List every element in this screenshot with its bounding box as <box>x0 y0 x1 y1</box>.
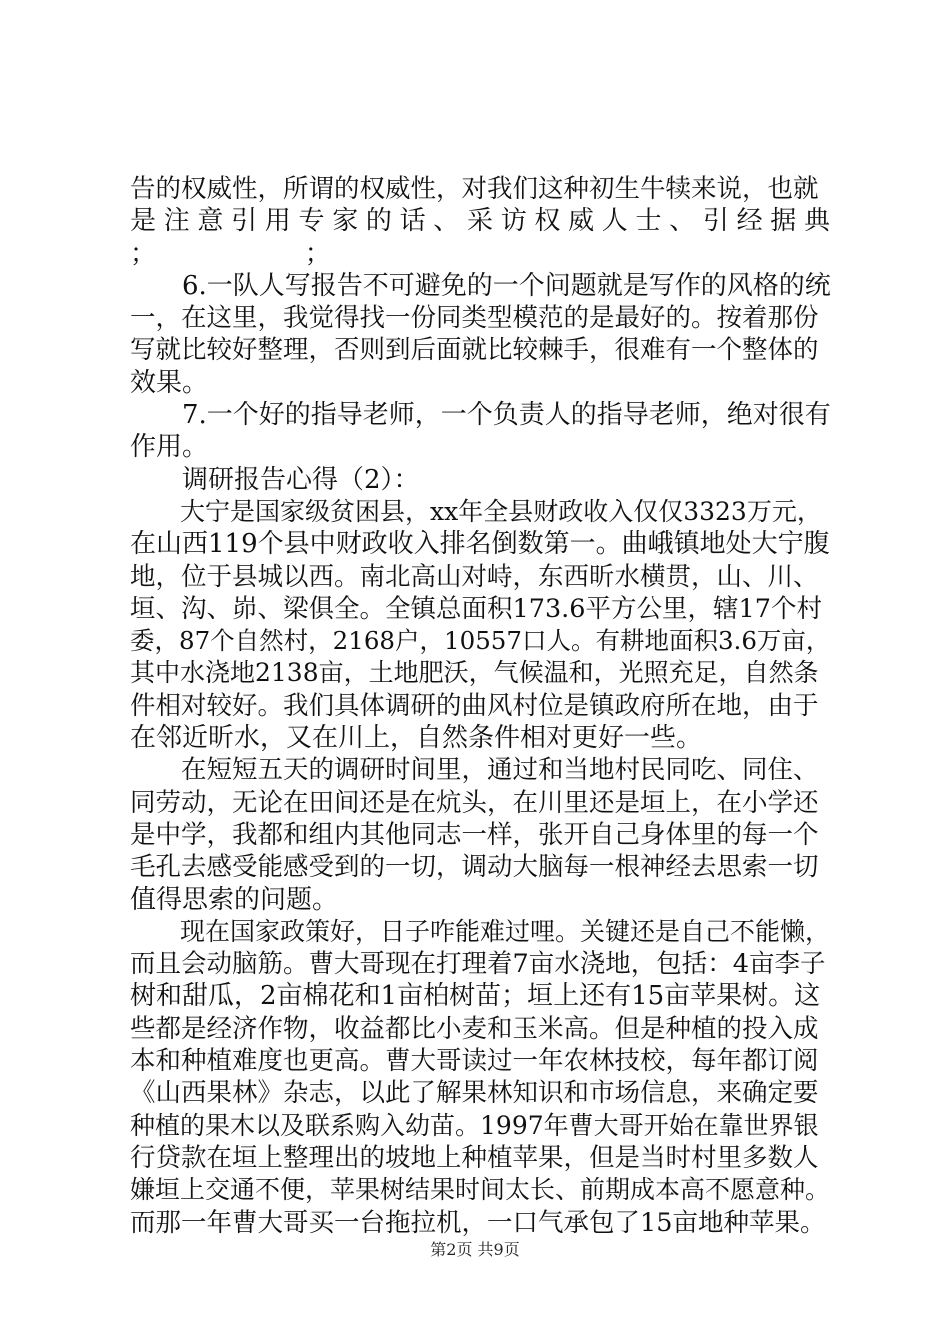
text-line: 毛孔去感受能感受到的一切，调动大脑每一根神经去思索一切 <box>130 852 819 883</box>
text-line: 而且会动脑筋。曹大哥现在打理着7亩水浇地，包括：4亩李子 <box>130 949 826 980</box>
text-line: 地，位于县城以西。南北高山对峙，东西昕水横贯，山、川、 <box>130 561 819 592</box>
text-line: 树和甜瓜，2亩棉花和1亩柏树苗；垣上还有15亩苹果树。这 <box>130 981 821 1012</box>
text-line: 而那一年曹大哥买一台拖拉机，一口气承包了15亩地种苹果。 <box>130 1207 826 1238</box>
text-line: 在山西119个县中财政收入排名倒数第一。曲峨镇地处大宁腹 <box>130 529 830 560</box>
text-line: ； ； <box>130 238 331 269</box>
text-line: 些都是经济作物，收益都比小麦和玉米高。但是种植的投入成 <box>130 1013 819 1044</box>
text-line: 本和种植难度也更高。曹大哥读过一年农林技校，每年都订阅 <box>130 1046 819 1077</box>
text-line: 效果。 <box>130 367 209 398</box>
text-line: 一，在这里，我觉得找一份同类型模范的是最好的。按着那份 <box>130 303 819 334</box>
section-heading: 调研报告心得（2）： <box>130 464 420 495</box>
text-line: 现在国家政策好，日子咋能难过哩。关键还是自己不能懒， <box>130 916 831 946</box>
text-line: 是注意引用专家的话、采访权威人士、引经据典 <box>130 206 830 237</box>
text-line: 垣、沟、峁、梁俱全。全镇总面积173.6平方公里，辖17个村 <box>130 593 822 624</box>
text-line: 在邻近昕水，又在川上，自然条件相对更好一些。 <box>130 723 703 754</box>
text-line: 件相对较好。我们具体调研的曲风村位是镇政府所在地，由于 <box>130 690 819 721</box>
text-line: 写就比较好整理，否则到后面就比较棘手，很难有一个整体的 <box>130 335 819 366</box>
text-line: 大宁是国家级贫困县，xx年全县财政收入仅仅3323万元， <box>130 496 822 526</box>
page-number-footer: 第2页 共9页 <box>430 1240 520 1259</box>
text-line: 《山西果林》杂志，以此了解果林知识和市场信息，来确定要 <box>130 1078 819 1109</box>
text-line: 7.一个好的指导老师，一个负责人的指导老师，绝对很有 <box>130 400 831 431</box>
document-body <box>130 173 830 1239</box>
text-line: 作用。 <box>130 432 209 463</box>
text-line: 同劳动，无论在田间还是在炕头，在川里还是垣上，在小学还 <box>130 787 819 818</box>
text-line: 委，87个自然村，2168户，10557口人。有耕地面积3.6万亩， <box>130 626 831 656</box>
text-line: 告的权威性，所谓的权威性，对我们这种初生牛犊来说，也就 <box>130 174 819 204</box>
text-line: 其中水浇地2138亩，土地肥沃，气候温和，光照充足，自然条 <box>130 658 819 688</box>
text-line: 行贷款在垣上整理出的坡地上种植苹果，但是当时村里多数人 <box>130 1142 819 1173</box>
text-line: 嫌垣上交通不便，苹果树结果时间太长、前期成本高不愿意种。 <box>130 1175 831 1205</box>
text-line: 值得思索的问题。 <box>130 884 339 915</box>
text-line: 种植的果木以及联系购入幼苗。1997年曹大哥开始在靠世界银 <box>130 1110 819 1140</box>
text-line: 是中学，我都和组内其他同志一样，张开自己身体里的每一个 <box>130 819 819 850</box>
text-line: 6.一队人写报告不可避免的一个问题就是写作的风格的统 <box>130 270 831 301</box>
text-line: 在短短五天的调研时间里，通过和当地村民同吃、同住、 <box>130 755 819 786</box>
